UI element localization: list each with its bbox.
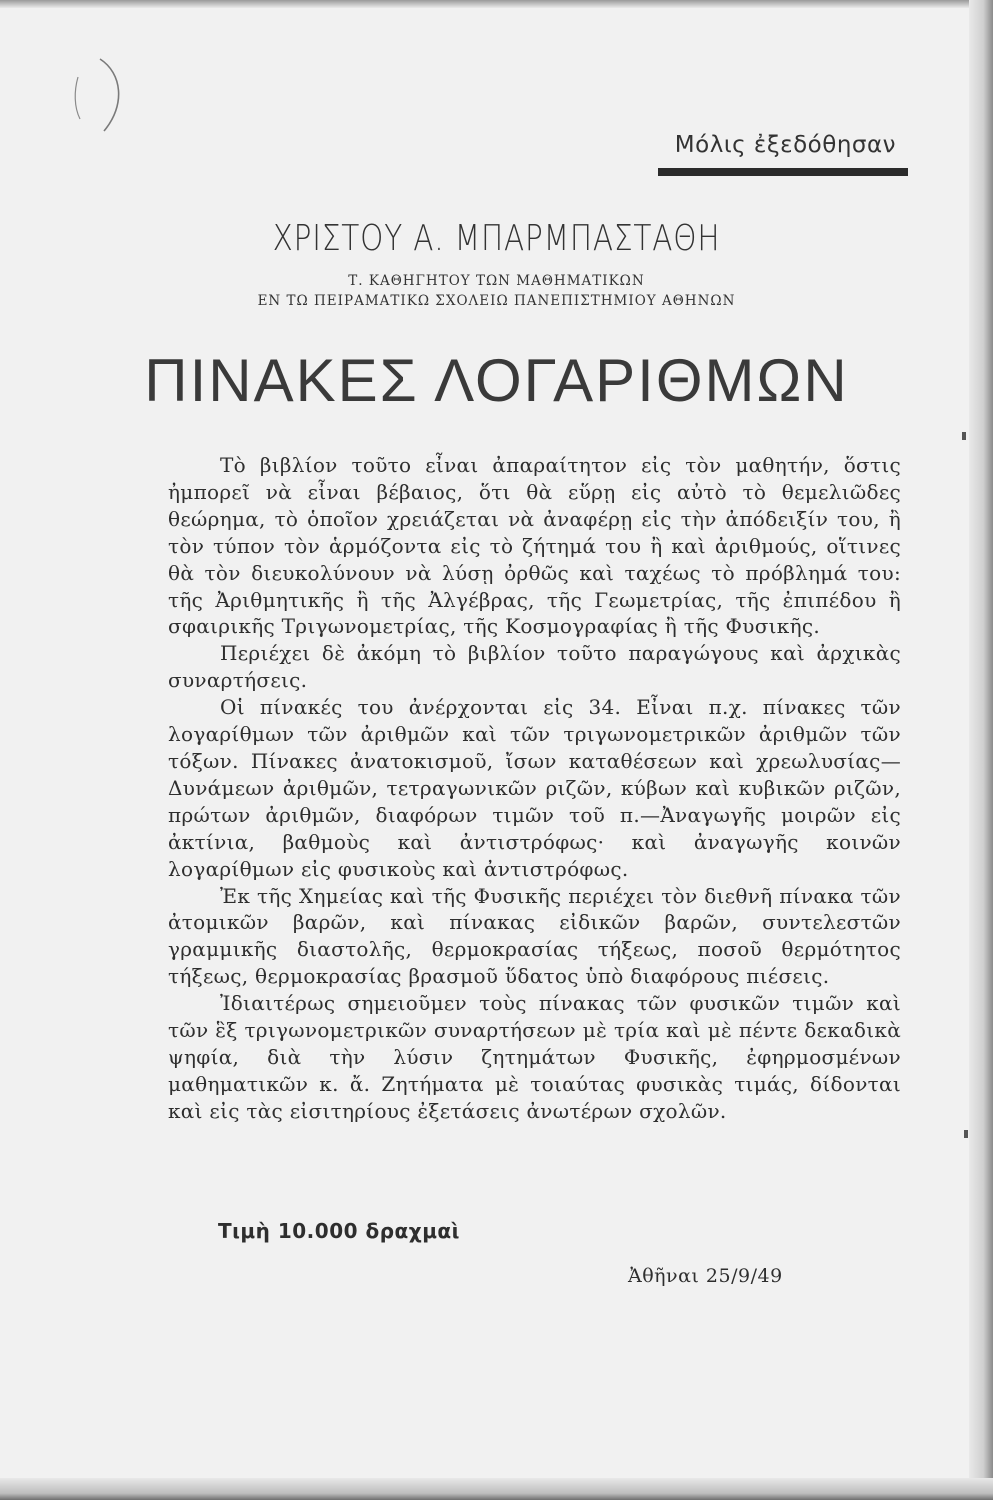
author-name: ΧΡΙΣΤΟΥ Α. ΜΠΑΡΜΠΑΣΤΑΘΗ: [272, 218, 721, 259]
paragraph: Περιέχει δὲ ἀκόμη τὸ βιβλίον τοῦτο παραγώγους καὶ ἀρχικὰς συναρτήσεις.: [168, 641, 901, 693]
price: Τιμὴ 10.000 δραχμαὶ: [218, 1219, 460, 1243]
paragraph: Τὸ βιβλίον τοῦτο εἶναι ἀπαραίτητον εἰς τὸν μαθητήν, ὅστις ἠμπορεῖ νὰ εἶναι βέβαιος, ὅτι θὰ εὕρῃ εἰς αὐτὸ τὸ θεμελιῶδες θεώρημα, τὸ ὁποῖον χρειάζεται νὰ ἀναφέρῃ εἰς τὴν ἀπόδειξίν του, ἢ τὸν τύπον τὸν ἁρμόζοντα εἰς τὸ ζήτημά του ἢ καὶ ἀριθμούς, οἵτινες θὰ τὸν διευκολύνουν νὰ λύσῃ ὀρθῶς καὶ ταχέως τὸ πρόβλημά του: τῆς Ἀριθμητικῆς ἢ τῆς Ἀλγέβρας, τῆς Γεωμετρίας, τῆς ἐπιπέδου ἢ σφαιρικῆς Τριγωνομετρίας, τῆς Κοσμογραφίας ἢ τῆς Φυσικῆς.: [168, 453, 901, 639]
pencil-mark-icon: [60, 55, 130, 135]
paragraph: Οἱ πίνακές του ἀνέρχονται εἰς 34. Εἶναι π.χ. πίνακες τῶν λογαρίθμων τῶν ἀριθμῶν καὶ τῶν τριγωνομετρικῶν ἀριθμῶν τῶν τόξων. Πίνακες ἀνατοκισμοῦ, ἴσων καταθέσεων καὶ χρεωλυσίας—Δυνάμεων ἀριθμῶν, τετραγωνικῶν ριζῶν, κύβων καὶ κυβικῶν ριζῶν, πρώτων ἀριθμῶν, διαφόρων τιμῶν τοῦ π.—Ἀναγωγῆς μοιρῶν εἰς ἀκτίνια, βαθμοὺς καὶ ἀντιστρόφως· καὶ ἀναγωγῆς κοινῶν λογαρίθμων εἰς φυσικοὺς καὶ ἀντιστρόφως.: [168, 695, 901, 881]
place-date: Ἀθῆναι 25/9/49: [628, 1265, 783, 1287]
page-top-edge: [0, 0, 993, 8]
book-title: ΠΙΝΑΚΕΣ ΛΟΓΑΡΙΘΜΩΝ: [144, 347, 849, 414]
announcement-header: [640, 132, 910, 158]
notice-underline: [658, 168, 908, 176]
author-position-line-1: Τ. ΚΑΘΗΓΗΤΟΥ ΤΩΝ ΜΑΘΗΜΑΤΙΚΩΝ: [348, 273, 645, 289]
notice-text: Μόλις ἐξεδόθησαν: [674, 132, 896, 158]
paragraph: Ἐκ τῆς Χημείας καὶ τῆς Φυσικῆς περιέχει τὸν διεθνῆ πίνακα τῶν ἀτομικῶν βαρῶν, καὶ πίνακας εἰδικῶν βαρῶν, συντελεστῶν γραμμικῆς διαστολῆς, θερμοκρασίας τήξεως, ποσοῦ θερμότητος τήξεως, θερμοκρασίας βρασμοῦ ὕδατος ὑπὸ διαφόρους πιέσεις.: [168, 883, 901, 989]
binding-hole-mark: [962, 432, 966, 440]
description-body: [168, 452, 901, 1125]
paragraph: Ἰδιαιτέρως σημειοῦμεν τοὺς πίνακας τῶν φυσικῶν τιμῶν καὶ τῶν ἓξ τριγωνομετρικῶν συναρτήσεων μὲ τρία καὶ μὲ πέντε δεκαδικὰ ψηφία, διὰ τὴν λύσιν ζητημάτων Φυσικῆς, ἐφηρμοσμένων μαθηματικῶν κ. ἄ. Ζητήματα μὲ τοιαύτας φυσικὰς τιμάς, δίδονται καὶ εἰς τὰς εἰσιτηρίους ἐξετάσεις ἀνωτέρων σχολῶν.: [168, 991, 901, 1123]
author-position-line-2: ΕΝ ΤΩ ΠΕΙΡΑΜΑΤΙΚΩ ΣΧΟΛΕΙΩ ΠΑΝΕΠΙΣΤΗΜΙΟΥ ΑΘΗΝΩΝ: [257, 293, 736, 309]
page-bottom-edge: [0, 1478, 993, 1500]
page-right-edge: [969, 0, 993, 1500]
binding-hole-mark: [964, 1130, 968, 1138]
